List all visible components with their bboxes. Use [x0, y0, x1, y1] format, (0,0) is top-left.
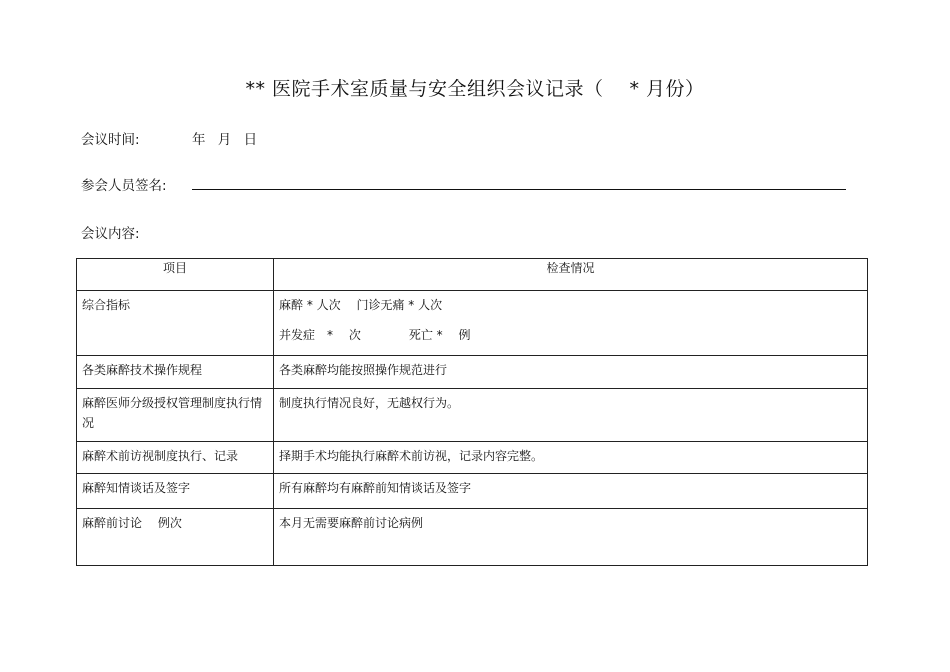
row-status: 制度执行情况良好，无越权行为。 — [279, 396, 460, 410]
meeting-time-label: 会议时间: — [81, 132, 140, 148]
page-title — [0, 74, 950, 101]
row-status — [274, 291, 867, 345]
row-item: 麻醉术前访视制度执行、记录 — [82, 449, 239, 463]
row-item: 麻醉知情谈话及签字 — [82, 481, 191, 495]
content-line — [81, 222, 140, 242]
meeting-time-line — [81, 128, 258, 148]
signature-underline — [192, 189, 846, 190]
meeting-date — [192, 128, 265, 148]
row-status: 所有麻醉均有麻醉前知情谈话及签字 — [279, 481, 472, 495]
attendees-label: 参会人员签名: — [81, 178, 167, 194]
date-month: 月 — [217, 132, 232, 148]
table-row — [77, 509, 868, 566]
table-row — [77, 291, 868, 356]
header-item: 项目 — [77, 259, 274, 291]
content-label: 会议内容: — [81, 226, 140, 242]
row-item: 各类麻醉技术操作规程 — [82, 363, 203, 377]
table-row — [77, 389, 868, 442]
date-year: 年 — [192, 132, 206, 148]
table-row — [77, 356, 868, 389]
title-suffix: * 月份） — [629, 78, 705, 100]
title-prefix: ** 医院手术室质量与安全组织会议记录（ — [245, 78, 604, 100]
row-status: 各类麻醉均能按照操作规范进行 — [279, 363, 448, 377]
row-status: 本月无需要麻醉前讨论病例 — [279, 516, 424, 530]
header-status: 检查情况 — [274, 259, 868, 291]
status-line-1: 麻醉 * 人次 门诊无痛 * 人次 — [279, 298, 443, 312]
status-line-2: 并发症 * 次 死亡 * 例 — [279, 328, 471, 342]
row-item: 麻醉医师分级授权管理制度执行情况 — [82, 396, 263, 430]
row-status: 择期手术均能执行麻醉术前访视，记录内容完整。 — [279, 449, 544, 463]
row-item: 综合指标 — [82, 298, 131, 312]
table-row — [77, 474, 868, 509]
attendees-line — [81, 174, 167, 194]
inspection-table — [76, 258, 868, 566]
table-header-row — [77, 259, 868, 291]
row-item: 麻醉前讨论 例次 — [82, 516, 182, 530]
table-row — [77, 442, 868, 474]
date-day: 日 — [243, 132, 258, 148]
